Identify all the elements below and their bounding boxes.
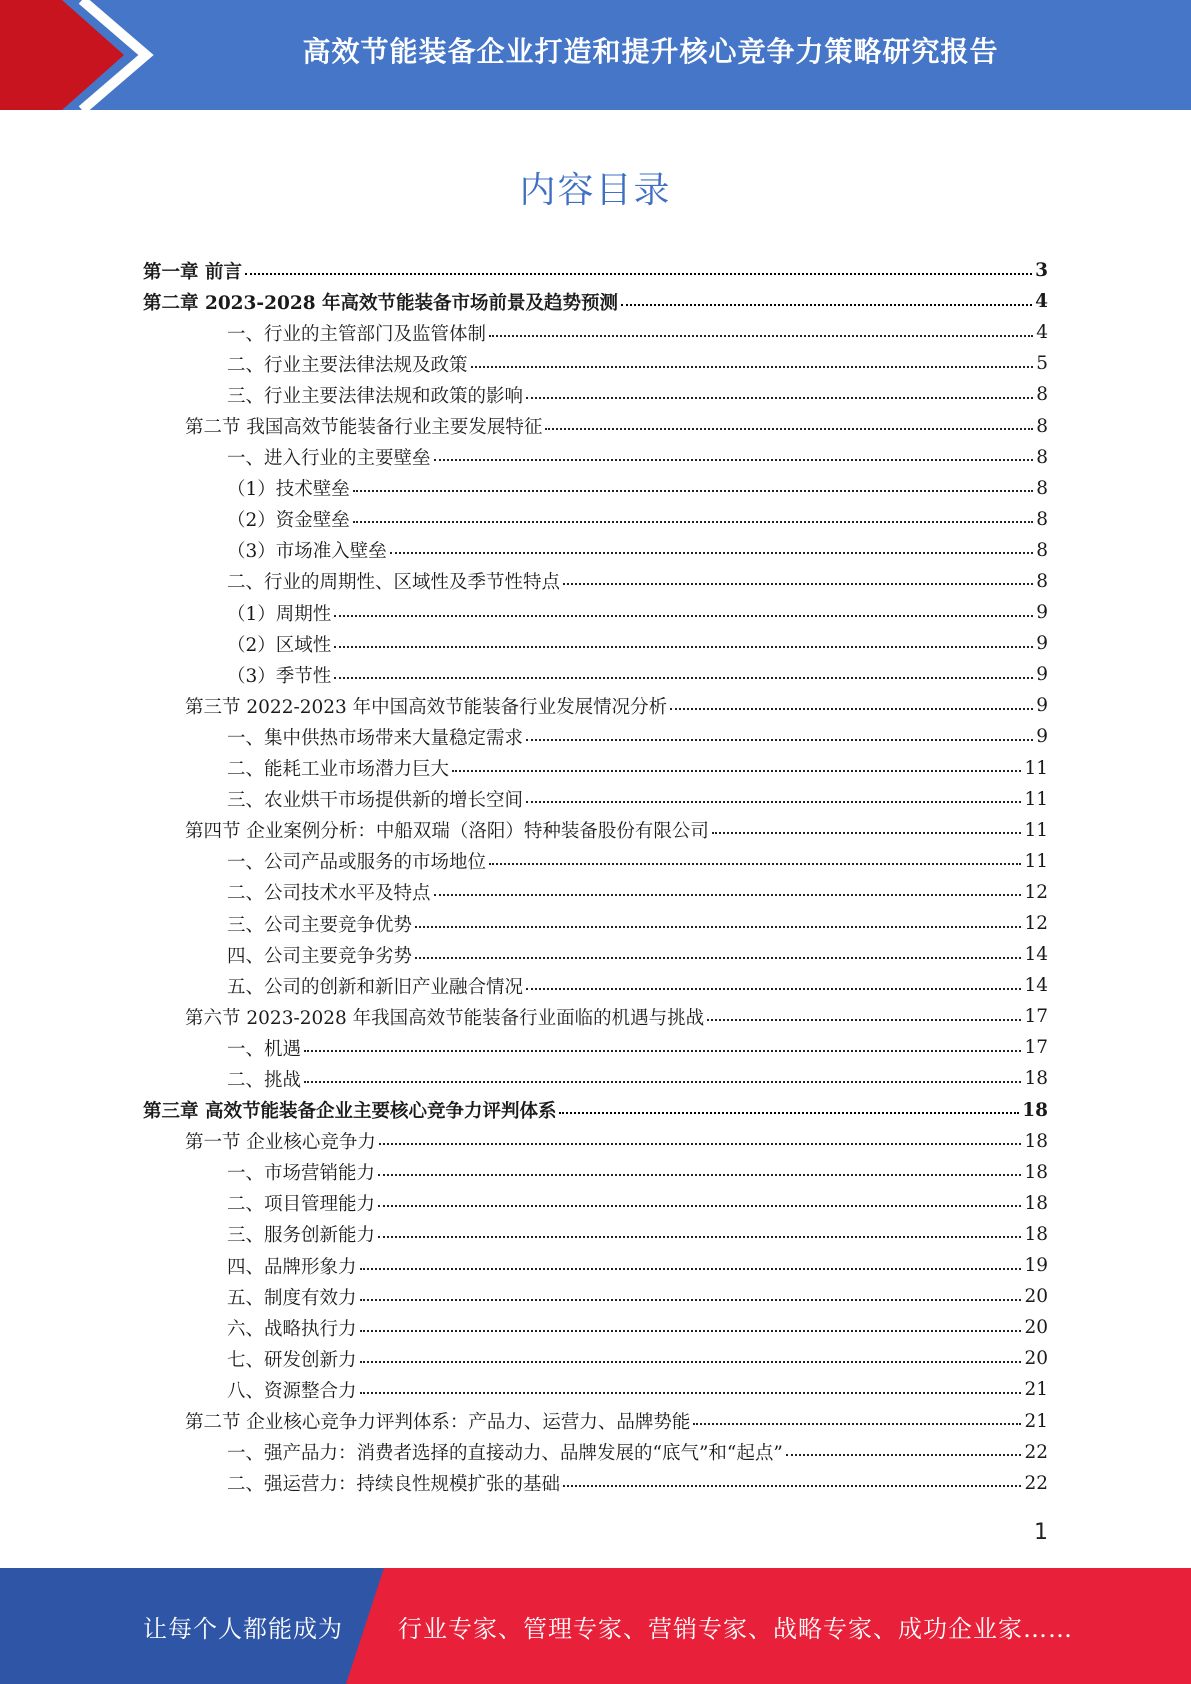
toc-dot-leader: [360, 1254, 1022, 1270]
toc-entry-page: 11: [1024, 757, 1048, 779]
toc-dot-leader: [545, 414, 1033, 430]
toc-entry[interactable]: [143, 1157, 1048, 1188]
footer-slogan-left: 让每个人都能成为: [143, 1614, 343, 1643]
toc-entry[interactable]: [143, 1001, 1048, 1032]
toc-entry-page: 11: [1024, 819, 1048, 841]
toc-entry-title: （1）技术壁垒: [227, 479, 350, 501]
toc-entry-page: 3: [1035, 260, 1048, 282]
toc-entry-page: 18: [1024, 1223, 1048, 1245]
header-banner: [0, 0, 1191, 110]
toc-entry[interactable]: [143, 566, 1048, 597]
toc-dot-leader: [526, 383, 1033, 399]
toc-entry-title: （3）市场准入壁垒: [227, 541, 387, 563]
toc-entry[interactable]: [143, 286, 1048, 317]
toc-entry-title: 四、品牌形象力: [227, 1256, 357, 1278]
toc-entry-title: 五、制度有效力: [227, 1287, 357, 1309]
toc-entry[interactable]: [143, 1281, 1048, 1312]
toc-dot-leader: [415, 943, 1021, 959]
toc-dot-leader: [334, 632, 1033, 648]
toc-dot-leader: [390, 538, 1033, 554]
toc-entry[interactable]: [143, 970, 1048, 1001]
toc-entry[interactable]: [143, 410, 1048, 441]
toc-entry-page: 8: [1036, 446, 1048, 468]
toc-entry[interactable]: [143, 1032, 1048, 1063]
toc-dot-leader: [353, 507, 1033, 523]
toc-dot-leader: [304, 1067, 1021, 1083]
toc-entry-page: 4: [1035, 291, 1048, 313]
toc-entry-title: 第一章 前言: [143, 261, 242, 283]
toc-dot-leader: [526, 974, 1021, 990]
toc-entry-title: 二、强运营力：持续良性规模扩张的基础: [227, 1474, 561, 1496]
toc-entry-page: 9: [1036, 602, 1048, 624]
toc-entry-page: 17: [1024, 1037, 1048, 1059]
toc-entry-title: 五、公司的创新和新旧产业融合情况: [227, 976, 524, 998]
toc-entry-page: 12: [1024, 913, 1048, 935]
toc-entry-page: 12: [1024, 881, 1048, 903]
toc-entry[interactable]: [143, 815, 1048, 846]
toc-dot-leader: [334, 663, 1033, 679]
toc-entry-page: 20: [1024, 1348, 1048, 1370]
toc-dot-leader: [415, 912, 1021, 928]
toc-entry[interactable]: [143, 473, 1048, 504]
toc-dot-leader: [245, 259, 1032, 275]
toc-entry-title: （2）资金壁垒: [227, 510, 350, 532]
toc-entry-page: 8: [1036, 508, 1048, 530]
toc-entry[interactable]: [143, 1437, 1048, 1468]
toc-entry-title: 二、行业主要法律法规及政策: [227, 354, 468, 376]
toc-entry[interactable]: [143, 442, 1048, 473]
toc-entry[interactable]: [143, 1312, 1048, 1343]
toc-entry[interactable]: [143, 628, 1048, 659]
toc-entry-title: 二、能耗工业市场潜力巨大: [227, 759, 450, 781]
toc-dot-leader: [378, 1160, 1021, 1176]
toc-dot-leader: [360, 1285, 1022, 1301]
toc-entry-title: 第二节 企业核心竞争力评判体系：产品力、运营力、品牌势能: [185, 1412, 691, 1434]
toc-entry-page: 22: [1024, 1441, 1048, 1463]
toc-entry[interactable]: [143, 1063, 1048, 1094]
toc-entry-title: 第二节 我国高效节能装备行业主要发展特征: [185, 417, 543, 439]
toc-entry-title: 一、强产品力：消费者选择的直接动力、品牌发展的“底气”和“起点”: [227, 1443, 783, 1465]
toc-entry-page: 18: [1024, 1161, 1048, 1183]
toc-dot-leader: [489, 849, 1021, 865]
toc-dot-leader: [489, 321, 1033, 337]
toc-entry-page: 20: [1024, 1286, 1048, 1308]
table-of-contents: [143, 255, 1048, 1499]
toc-dot-leader: [526, 787, 1021, 803]
toc-entry-title: 三、公司主要竞争优势: [227, 914, 413, 936]
page-title: 内容目录: [519, 170, 672, 211]
toc-entry-page: 8: [1036, 477, 1048, 499]
toc-dot-leader: [526, 725, 1033, 741]
toc-entry-page: 21: [1024, 1379, 1048, 1401]
toc-dot-leader: [378, 1222, 1021, 1238]
toc-entry[interactable]: [143, 690, 1048, 721]
toc-entry-title: 二、公司技术水平及特点: [227, 883, 431, 905]
toc-entry[interactable]: [143, 1343, 1048, 1374]
toc-entry[interactable]: [143, 348, 1048, 379]
toc-dot-leader: [360, 1316, 1022, 1332]
toc-dot-leader: [434, 445, 1034, 461]
toc-entry-title: 第三章 高效节能装备企业主要核心竞争力评判体系: [143, 1101, 557, 1123]
toc-entry-page: 20: [1024, 1317, 1048, 1339]
toc-entry[interactable]: [143, 379, 1048, 410]
toc-entry-title: 二、项目管理能力: [227, 1194, 376, 1216]
toc-entry-page: 9: [1036, 726, 1048, 748]
toc-entry[interactable]: [143, 535, 1048, 566]
toc-dot-leader: [452, 756, 1021, 772]
toc-dot-leader: [563, 569, 1033, 585]
toc-entry[interactable]: [143, 1126, 1048, 1157]
toc-entry[interactable]: [143, 1374, 1048, 1405]
toc-entry-title: 二、行业的周期性、区域性及季节性特点: [227, 572, 561, 594]
toc-entry-page: 18: [1024, 1130, 1048, 1152]
toc-entry-title: 七、研发创新力: [227, 1349, 357, 1371]
toc-entry-title: 一、市场营销能力: [227, 1163, 376, 1185]
toc-entry[interactable]: [143, 1468, 1048, 1499]
toc-entry-page: 8: [1036, 415, 1048, 437]
toc-dot-leader: [434, 880, 1022, 896]
toc-entry-page: 9: [1036, 633, 1048, 655]
toc-entry[interactable]: [143, 1219, 1048, 1250]
toc-entry-title: 第三节 2022-2023 年中国高效节能装备行业发展情况分析: [185, 696, 668, 718]
page-number: 1: [1034, 1520, 1048, 1545]
toc-dot-leader: [353, 476, 1033, 492]
toc-entry-title: 第二章 2023-2028 年高效节能装备市场前景及趋势预测: [143, 292, 619, 314]
toc-entry-title: 六、战略执行力: [227, 1318, 357, 1340]
toc-entry[interactable]: [143, 939, 1048, 970]
toc-entry-title: 第六节 2023-2028 年我国高效节能装备行业面临的机遇与挑战: [185, 1007, 705, 1029]
toc-entry-page: 19: [1024, 1255, 1048, 1277]
toc-dot-leader: [707, 1005, 1021, 1021]
toc-entry-page: 9: [1036, 664, 1048, 686]
toc-entry[interactable]: [143, 597, 1048, 628]
toc-entry-page: 22: [1024, 1472, 1048, 1494]
toc-entry-title: （2）区域性: [227, 634, 332, 656]
toc-entry-page: 17: [1024, 1006, 1048, 1028]
toc-entry-page: 18: [1024, 1192, 1048, 1214]
toc-dot-leader: [693, 1409, 1021, 1425]
toc-entry-page: 8: [1036, 384, 1048, 406]
toc-entry-title: 第四节 企业案例分析：中船双瑞（洛阳）特种装备股份有限公司: [185, 821, 709, 843]
toc-dot-leader: [360, 1378, 1022, 1394]
toc-entry-title: 第一节 企业核心竞争力: [185, 1132, 376, 1154]
toc-entry-page: 8: [1036, 570, 1048, 592]
toc-dot-leader: [621, 290, 1032, 306]
toc-entry[interactable]: [143, 753, 1048, 784]
toc-dot-leader: [379, 1129, 1022, 1145]
toc-entry-page: 11: [1024, 850, 1048, 872]
toc-entry[interactable]: [143, 659, 1048, 690]
toc-entry-page: 18: [1022, 1099, 1048, 1121]
toc-entry[interactable]: [143, 317, 1048, 348]
toc-entry[interactable]: [143, 504, 1048, 535]
toc-entry-title: 三、服务创新能力: [227, 1225, 376, 1247]
toc-entry-title: 一、机遇: [227, 1038, 302, 1060]
toc-entry-title: 一、行业的主管部门及监管体制: [227, 323, 487, 345]
toc-entry[interactable]: [143, 721, 1048, 752]
toc-entry[interactable]: [143, 877, 1048, 908]
toc-entry[interactable]: [143, 255, 1048, 286]
toc-entry-title: 三、农业烘干市场提供新的增长空间: [227, 790, 524, 812]
toc-entry-page: 14: [1024, 944, 1048, 966]
toc-entry-page: 21: [1024, 1410, 1048, 1432]
toc-entry-page: 14: [1024, 975, 1048, 997]
toc-entry-title: （1）周期性: [227, 603, 332, 625]
toc-entry-page: 9: [1036, 695, 1048, 717]
toc-dot-leader: [712, 818, 1022, 834]
toc-entry-title: 八、资源整合力: [227, 1380, 357, 1402]
toc-entry[interactable]: [143, 1405, 1048, 1436]
toc-entry-title: 四、公司主要竞争劣势: [227, 945, 413, 967]
footer-slogan-right: 行业专家、管理专家、营销专家、战略专家、成功企业家……: [398, 1614, 1073, 1643]
toc-entry-page: 8: [1036, 539, 1048, 561]
toc-entry-title: 一、公司产品或服务的市场地位: [227, 852, 487, 874]
toc-dot-leader: [559, 1098, 1019, 1114]
toc-entry-title: 一、集中供热市场带来大量稳定需求: [227, 727, 524, 749]
toc-entry[interactable]: [143, 784, 1048, 815]
toc-dot-leader: [471, 352, 1034, 368]
toc-dot-leader: [334, 601, 1033, 617]
toc-entry[interactable]: [143, 908, 1048, 939]
toc-entry-page: 18: [1024, 1068, 1048, 1090]
toc-dot-leader: [563, 1471, 1021, 1487]
toc-entry[interactable]: [143, 1250, 1048, 1281]
toc-entry-page: 5: [1036, 353, 1048, 375]
toc-dot-leader: [378, 1191, 1021, 1207]
report-title: 高效节能装备企业打造和提升核心竞争力策略研究报告: [302, 35, 999, 68]
toc-dot-leader: [360, 1347, 1022, 1363]
toc-dot-leader: [786, 1440, 1022, 1456]
toc-entry-page: 11: [1024, 788, 1048, 810]
toc-entry[interactable]: [143, 1188, 1048, 1219]
toc-entry-title: 三、行业主要法律法规和政策的影响: [227, 385, 524, 407]
toc-entry-title: （3）季节性: [227, 665, 332, 687]
toc-entry[interactable]: [143, 1095, 1048, 1126]
toc-entry[interactable]: [143, 846, 1048, 877]
toc-entry-page: 4: [1036, 322, 1048, 344]
toc-dot-leader: [304, 1036, 1021, 1052]
toc-entry-title: 一、进入行业的主要壁垒: [227, 448, 431, 470]
toc-dot-leader: [670, 694, 1033, 710]
footer-banner: [0, 1568, 1191, 1684]
toc-entry-title: 二、挑战: [227, 1069, 302, 1091]
